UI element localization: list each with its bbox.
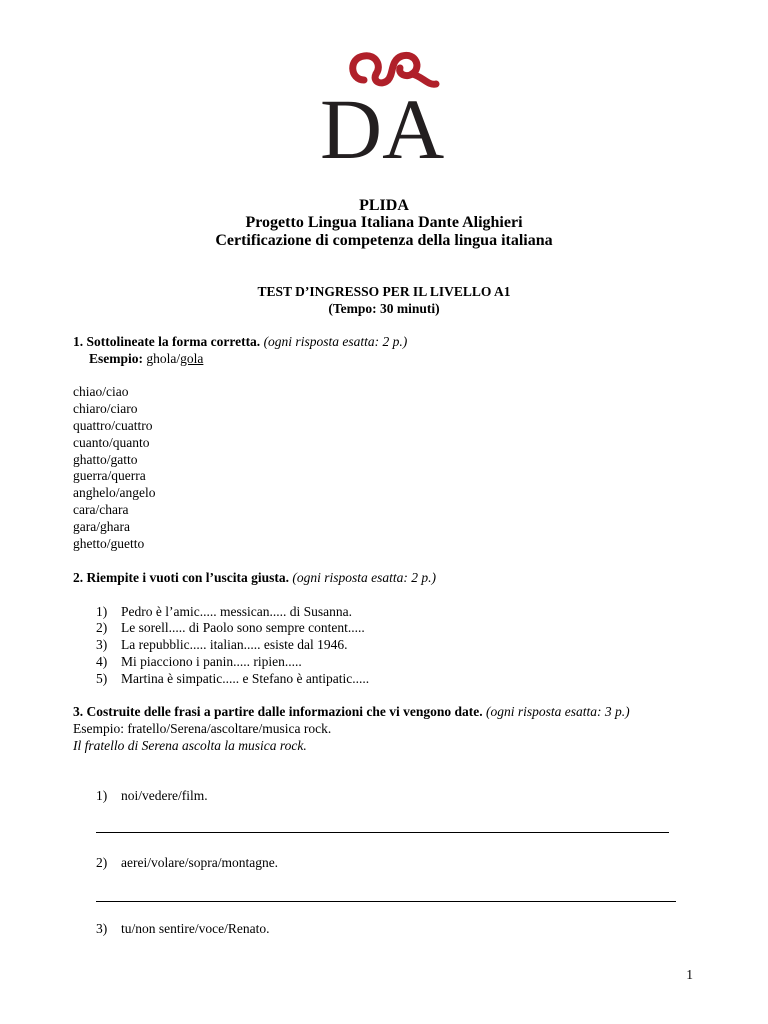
item-number: 2) (96, 620, 108, 636)
list-item (73, 788, 208, 805)
section-3-title: 3. Costruite delle frasi a partire dalle informazioni che vi vengono date. (73, 704, 483, 719)
item-number: 1) (96, 603, 108, 619)
item-number: 5) (96, 670, 108, 686)
dante-alighieri-logo (318, 50, 446, 162)
item-number: 2) (96, 855, 108, 870)
list-item (73, 654, 695, 671)
section-3-example: Esempio: fratello/Serena/ascoltare/musica rock. (73, 720, 332, 736)
item-text: tu/non sentire/voce/Renato. (121, 921, 270, 936)
item-number: 3) (96, 637, 108, 653)
list-item (73, 921, 269, 938)
example-wrong: ghola/ (146, 350, 181, 366)
test-title: TEST D’INGRESSO PER IL LIVELLO A1 (257, 284, 511, 299)
header-subtitle-2: Certificazione di competenza della lingua italiana (215, 232, 553, 249)
example-label: Esempio: (89, 350, 143, 366)
word-list (73, 384, 695, 552)
page-number: 1 (686, 967, 693, 982)
list-item[interactable]: gara/ghara (73, 518, 130, 534)
list-item (73, 604, 695, 621)
section-1 (73, 334, 695, 552)
list-item[interactable]: cara/chara (73, 501, 129, 517)
item-number: 3) (96, 921, 108, 936)
section-3-scoring: (ogni risposta esatta: 3 p.) (485, 704, 630, 719)
answer-line[interactable] (96, 832, 669, 833)
list-item[interactable]: ghetto/guetto (73, 535, 145, 551)
example-correct: gola (180, 350, 204, 366)
item-text[interactable]: Mi piacciono i panin..... ripien..... (121, 653, 302, 669)
construct-list-2 (73, 855, 278, 872)
item-text[interactable]: Le sorell..... di Paolo sono sempre content..... (121, 620, 365, 636)
list-item (73, 671, 695, 688)
section-1-scoring: (ogni risposta esatta: 2 p.) (263, 334, 408, 349)
item-text: noi/vedere/film. (121, 788, 208, 803)
section-3-example-answer: Il fratello di Serena ascolta la musica rock. (73, 737, 307, 753)
section-3 (73, 704, 695, 754)
list-item[interactable]: chiao/ciao (73, 384, 129, 400)
list-item[interactable]: anghelo/angelo (73, 485, 156, 501)
list-item[interactable]: chiaro/ciaro (73, 401, 138, 417)
section-2-title: 2. Riempite i vuoti con l’uscita giusta. (73, 570, 289, 585)
logo-graphic (318, 50, 446, 162)
section-2-scoring: (ogni risposta esatta: 2 p.) (292, 570, 436, 585)
construct-list-3 (73, 921, 269, 938)
test-time: (Tempo: 30 minuti) (328, 301, 440, 316)
section-2 (73, 570, 695, 688)
item-text[interactable]: La repubblic..... italian..... esiste dal 1946. (121, 637, 348, 653)
list-item (73, 855, 278, 872)
item-text[interactable]: Pedro è l’amic..... messican..... di Susanna. (121, 603, 352, 619)
list-item (73, 637, 695, 654)
item-text: aerei/volare/sopra/montagne. (121, 855, 279, 870)
header-title: PLIDA (359, 197, 409, 214)
item-number: 4) (96, 653, 108, 669)
section-1-title: 1. Sottolineate la forma corretta. (73, 334, 261, 349)
header-subtitle: Progetto Lingua Italiana Dante Alighieri (245, 214, 523, 231)
logo-text: DA (320, 81, 445, 162)
list-item[interactable]: guerra/querra (73, 468, 146, 484)
fill-blanks-list (73, 604, 695, 688)
item-text[interactable]: Martina è simpatic..... e Stefano è antipatic..... (121, 670, 370, 686)
list-item[interactable]: quattro/cuattro (73, 417, 153, 433)
list-item[interactable]: ghatto/gatto (73, 451, 138, 467)
list-item (73, 620, 695, 637)
item-number: 1) (96, 788, 108, 803)
construct-list-1 (73, 788, 208, 805)
list-item[interactable]: cuanto/quanto (73, 434, 150, 450)
answer-line[interactable] (96, 901, 676, 902)
